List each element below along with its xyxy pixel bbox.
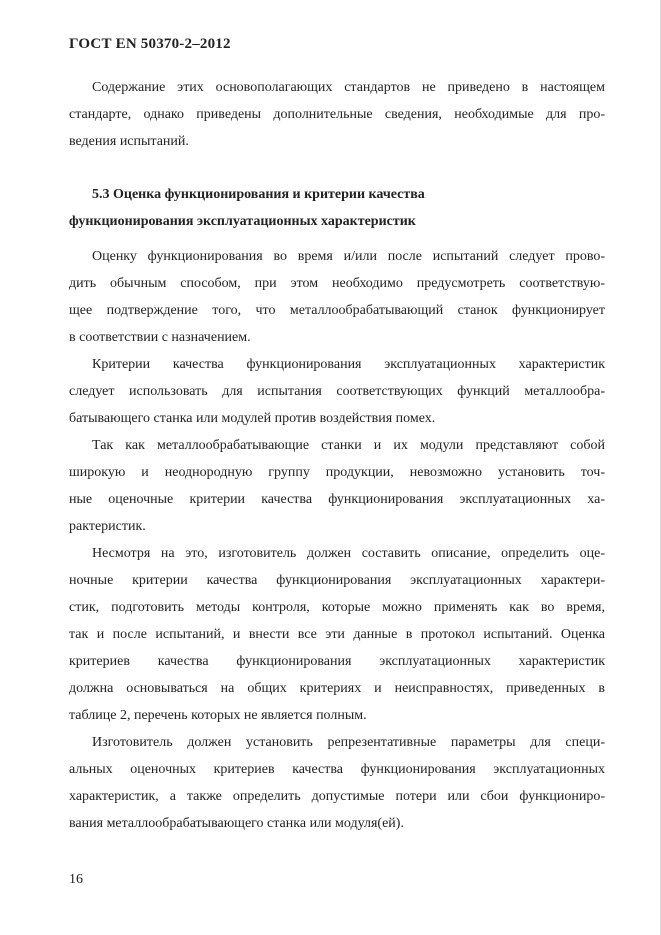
paragraph-line: альных оценочных критериев качества функционирования эксплуатационных	[69, 762, 605, 777]
paragraph-line: должна основываться на общих критериях и неисправностях, приведенных в	[69, 681, 605, 696]
paragraph-line: Критерии качества функционирования эксплуатационных характеристик	[92, 357, 605, 372]
paragraph-line: широкую и неоднородную группу продукции, невозможно установить точ-	[69, 465, 605, 480]
paragraph-line: таблице 2, перечень которых не является полным.	[69, 708, 367, 723]
intro-line: Содержание этих основополагающих стандартов не приведено в настоящем	[92, 80, 605, 95]
section-heading-line: функционирования эксплуатационных характеристик	[69, 214, 416, 229]
document-header: ГОСТ EN 50370-2–2012	[69, 36, 231, 52]
paragraph-line: вания металлообрабатывающего станка или модуля(ей).	[69, 816, 404, 831]
paragraph-line: критериев качества функционирования эксплуатационных характеристик	[69, 654, 605, 669]
paragraph-line: Несмотря на это, изготовитель должен составить описание, определить оце-	[92, 546, 605, 561]
paragraph-line: рактеристик.	[69, 519, 146, 534]
paragraph-line: Изготовитель должен установить репрезентативные параметры для специ-	[92, 735, 605, 750]
section-heading-line: 5.3 Оценка функционирования и критерии качества	[92, 187, 425, 202]
paragraph-line: Так как металлообрабатывающие станки и их модули представляют собой	[92, 438, 605, 453]
paragraph-line: щее подтверждение того, что металлообрабатывающий станок функционирует	[69, 303, 605, 318]
paragraph-line: Оценку функционирования во время и/или после испытаний следует прово-	[92, 249, 605, 264]
paragraph-line: в соответствии с назначением.	[69, 330, 251, 345]
paragraph-line: ночные критерии качества функционирования эксплуатационных характери-	[69, 573, 605, 588]
paragraph-line: характеристик, а также определить допустимые потери или сбои функциониро-	[69, 789, 605, 804]
paragraph-line: батывающего станка или модулей против воздействия помех.	[69, 411, 436, 426]
paragraph-line: ные оценочные критерии качества функционирования эксплуатационных ха-	[69, 492, 605, 507]
paragraph-line: так и после испытаний, и внести все эти данные в протокол испытаний. Оценка	[69, 627, 605, 642]
page-number: 16	[69, 872, 83, 887]
intro-line: стандарте, однако приведены дополнительные сведения, необходимые для про-	[69, 107, 605, 122]
paragraph-line: дить обычным способом, при этом необходимо предусмотреть соответствую-	[69, 276, 605, 291]
paragraph-line: следует использовать для испытания соответствующих функций металлообра-	[69, 384, 605, 399]
paragraph-line: стик, подготовить методы контроля, которые можно применять как во время,	[69, 600, 605, 615]
intro-line: ведения испытаний.	[69, 134, 189, 149]
